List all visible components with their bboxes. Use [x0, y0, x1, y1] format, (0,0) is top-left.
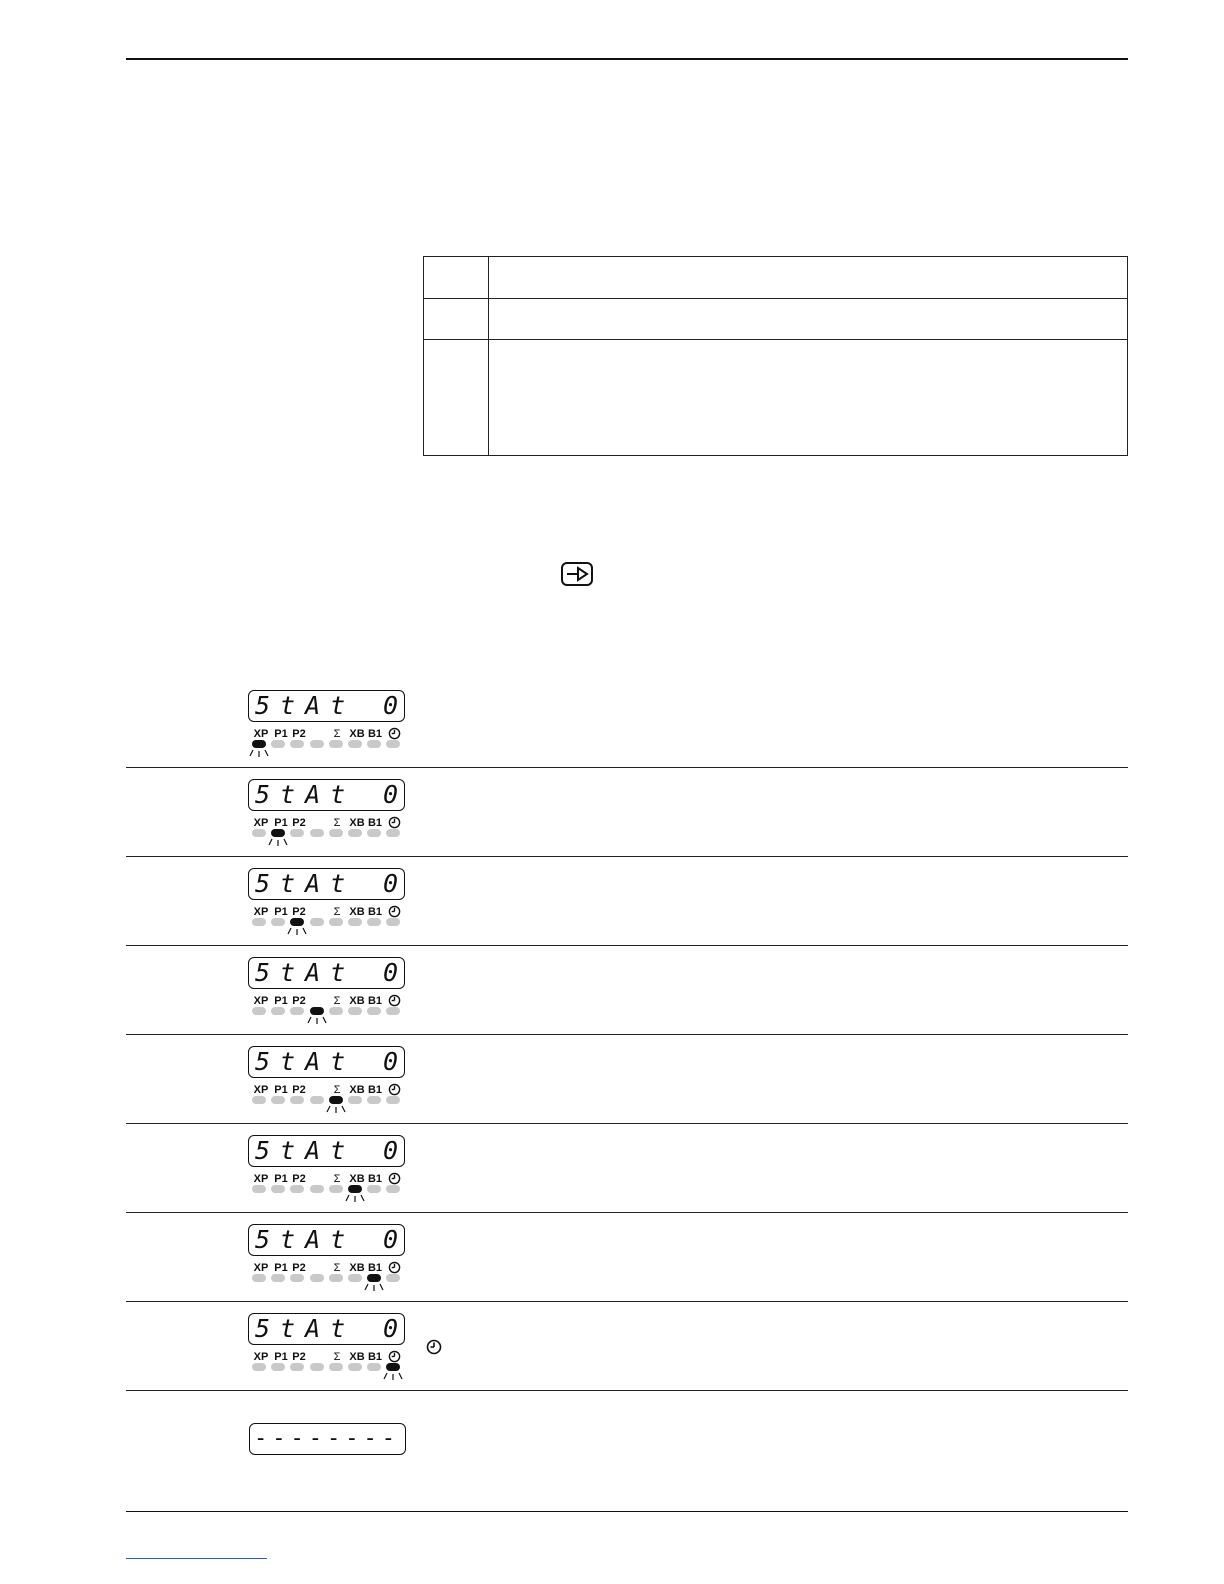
- lcd-word: 5tAt: [255, 1047, 356, 1076]
- indicator-led: [329, 1363, 343, 1371]
- indicator-leds: [248, 918, 408, 938]
- lcd-word: 5tAt: [255, 780, 356, 809]
- indicator-led: [386, 918, 400, 926]
- indicator-label: Σ: [333, 728, 341, 740]
- indicator-led-active: [329, 1096, 343, 1104]
- indicator-label: Σ: [333, 817, 341, 829]
- indicator-led: [310, 1274, 324, 1282]
- lcd-value: 0: [382, 1136, 398, 1165]
- row-separator: [126, 945, 1128, 946]
- info-table: [423, 256, 1128, 456]
- indicator-led: [386, 740, 400, 748]
- lcd-word: 5tAt: [255, 1136, 356, 1165]
- indicator-led: [310, 1096, 324, 1104]
- indicator-led-active: [271, 829, 285, 837]
- table-column-divider: [488, 257, 489, 455]
- indicator-led: [252, 1096, 266, 1104]
- indicator-led: [310, 1363, 324, 1371]
- indicator-label: P1: [274, 1173, 288, 1185]
- indicator-label: P2: [292, 728, 306, 740]
- indicator-leds: [248, 1007, 408, 1027]
- row-separator: [126, 1123, 1128, 1124]
- lcd-value: 0: [382, 869, 398, 898]
- indicator-label: B1: [367, 1262, 383, 1274]
- indicator-led: [386, 1096, 400, 1104]
- lcd-value: 0: [382, 1314, 398, 1343]
- indicator-label: XB: [349, 1262, 365, 1274]
- indicator-led-active: [386, 1363, 400, 1371]
- arrow-enter-key-icon: [561, 562, 593, 586]
- row-separator: [126, 1301, 1128, 1302]
- indicator-label: XP: [253, 906, 269, 918]
- stat-display-panel: [248, 779, 408, 849]
- indicator-label: P1: [274, 995, 288, 1007]
- indicator-label: P2: [292, 1173, 306, 1185]
- indicator-leds: [248, 1185, 408, 1205]
- indicator-label: P1: [274, 1262, 288, 1274]
- indicator-led: [310, 829, 324, 837]
- blink-rays-icon: [307, 1015, 327, 1024]
- indicator-label: P2: [292, 1084, 306, 1096]
- lcd-value: 0: [382, 1225, 398, 1254]
- clock-icon: [388, 1083, 401, 1096]
- indicator-led-active: [310, 1007, 324, 1015]
- indicator-led: [367, 1363, 381, 1371]
- indicator-label: Σ: [333, 906, 341, 918]
- indicator-led: [386, 1185, 400, 1193]
- indicator-led: [310, 1185, 324, 1193]
- indicator-led: [252, 1185, 266, 1193]
- indicator-label: B1: [367, 906, 383, 918]
- indicator-led: [310, 740, 324, 748]
- indicator-label: XB: [349, 995, 365, 1007]
- footer-rule: [126, 1511, 1128, 1512]
- stat-display-panel: [248, 957, 408, 1027]
- indicator-led: [290, 1185, 304, 1193]
- indicator-led: [367, 1096, 381, 1104]
- indicator-label: XP: [253, 995, 269, 1007]
- indicator-led: [271, 1007, 285, 1015]
- indicator-label: XP: [253, 1084, 269, 1096]
- indicator-led: [252, 1007, 266, 1015]
- blink-rays-icon: [249, 748, 269, 757]
- indicator-led: [271, 918, 285, 926]
- blink-rays-icon: [345, 1193, 365, 1202]
- indicator-label: P2: [292, 995, 306, 1007]
- indicator-led: [329, 1007, 343, 1015]
- indicator-led: [329, 740, 343, 748]
- indicator-label: P1: [274, 728, 288, 740]
- indicator-label: B1: [367, 1351, 383, 1363]
- lcd-word: 5tAt: [255, 1314, 356, 1343]
- indicator-led: [290, 740, 304, 748]
- indicator-led: [252, 1363, 266, 1371]
- lcd-display: [248, 690, 405, 722]
- indicator-led: [386, 1007, 400, 1015]
- indicator-led: [271, 740, 285, 748]
- indicator-led: [310, 918, 324, 926]
- indicator-led: [367, 829, 381, 837]
- indicator-led: [290, 1363, 304, 1371]
- indicator-led: [271, 1185, 285, 1193]
- table-row-divider: [424, 298, 1127, 299]
- indicator-led: [329, 1185, 343, 1193]
- clock-icon: [426, 1339, 442, 1355]
- lcd-display: [248, 1046, 405, 1078]
- indicator-label: B1: [367, 1173, 383, 1185]
- clock-icon: [388, 727, 401, 740]
- lcd-value: 0: [382, 691, 398, 720]
- clock-icon: [388, 1172, 401, 1185]
- indicator-label: P1: [274, 1084, 288, 1096]
- indicator-label: XP: [253, 817, 269, 829]
- clock-icon: [388, 994, 401, 1007]
- indicator-led: [290, 1007, 304, 1015]
- indicator-label: P1: [274, 906, 288, 918]
- indicator-leds: [248, 829, 408, 849]
- indicator-label: P2: [292, 1351, 306, 1363]
- stat-display-panel: [248, 1313, 408, 1383]
- blink-rays-icon: [287, 926, 307, 935]
- indicator-label: B1: [367, 728, 383, 740]
- indicator-label: Σ: [333, 1084, 341, 1096]
- indicator-led-active: [348, 1185, 362, 1193]
- lcd-word: 5tAt: [255, 958, 356, 987]
- indicator-led: [348, 740, 362, 748]
- indicator-label: P2: [292, 906, 306, 918]
- indicator-label: XB: [349, 1084, 365, 1096]
- indicator-label: B1: [367, 995, 383, 1007]
- indicator-led: [348, 829, 362, 837]
- row-separator: [126, 856, 1128, 857]
- indicator-label: XP: [253, 1351, 269, 1363]
- indicator-led: [367, 1185, 381, 1193]
- table-row-divider: [424, 339, 1127, 340]
- indicator-led: [348, 918, 362, 926]
- indicator-led: [329, 918, 343, 926]
- indicator-led: [329, 1274, 343, 1282]
- lcd-value: 0: [382, 1047, 398, 1076]
- indicator-label: XB: [349, 817, 365, 829]
- indicator-leds: [248, 740, 408, 760]
- blink-rays-icon: [326, 1104, 346, 1113]
- lcd-word: 5tAt: [255, 1225, 356, 1254]
- lcd-value: 0: [382, 958, 398, 987]
- indicator-label: B1: [367, 817, 383, 829]
- indicator-label: XB: [349, 1173, 365, 1185]
- indicator-label: XP: [253, 728, 269, 740]
- indicator-leds: [248, 1363, 408, 1383]
- indicator-label: XP: [253, 1173, 269, 1185]
- indicator-led: [367, 918, 381, 926]
- indicator-led: [271, 1274, 285, 1282]
- lcd-word: 5tAt: [255, 869, 356, 898]
- lcd-word: 5tAt: [255, 691, 356, 720]
- indicator-led: [271, 1096, 285, 1104]
- indicator-label: Σ: [333, 1351, 341, 1363]
- indicator-label: XB: [349, 1351, 365, 1363]
- indicator-label: P2: [292, 817, 306, 829]
- blink-rays-icon: [364, 1282, 384, 1291]
- indicator-led: [367, 1007, 381, 1015]
- lcd-display: [248, 957, 405, 989]
- clock-icon: [388, 905, 401, 918]
- indicator-label: P1: [274, 817, 288, 829]
- footer-link-underline: [126, 1558, 267, 1559]
- indicator-led: [290, 1274, 304, 1282]
- row-separator: [126, 1212, 1128, 1213]
- indicator-led: [290, 829, 304, 837]
- indicator-label: XP: [253, 1262, 269, 1274]
- indicator-label: Σ: [333, 995, 341, 1007]
- indicator-led: [252, 829, 266, 837]
- indicator-led: [329, 829, 343, 837]
- row-separator: [126, 767, 1128, 768]
- header-rule: [126, 58, 1128, 60]
- indicator-label: Σ: [333, 1173, 341, 1185]
- indicator-led: [348, 1274, 362, 1282]
- lcd-display: [248, 1313, 405, 1345]
- indicator-led-active: [252, 740, 266, 748]
- row-separator: [126, 1034, 1128, 1035]
- row-separator: [126, 1390, 1128, 1391]
- indicator-led: [367, 740, 381, 748]
- indicator-label: P1: [274, 1351, 288, 1363]
- indicator-led: [386, 829, 400, 837]
- lcd-dashes-text: --------: [254, 1426, 400, 1451]
- stat-display-panel: [248, 1135, 408, 1205]
- lcd-display-dashes: [249, 1423, 406, 1455]
- indicator-label: Σ: [333, 1262, 341, 1274]
- indicator-led-active: [290, 918, 304, 926]
- clock-icon: [388, 1261, 401, 1274]
- blink-rays-icon: [383, 1371, 403, 1380]
- indicator-led: [348, 1096, 362, 1104]
- lcd-display: [248, 1135, 405, 1167]
- stat-display-panel: [248, 1224, 408, 1294]
- indicator-led: [386, 1274, 400, 1282]
- lcd-display: [248, 1224, 405, 1256]
- indicator-led: [290, 1096, 304, 1104]
- indicator-led-active: [367, 1274, 381, 1282]
- indicator-label: P2: [292, 1262, 306, 1274]
- indicator-leds: [248, 1274, 408, 1294]
- stat-display-panel: [248, 690, 408, 760]
- lcd-value: 0: [382, 780, 398, 809]
- stat-display-panel: [248, 868, 408, 938]
- indicator-led: [252, 1274, 266, 1282]
- lcd-display: [248, 868, 405, 900]
- clock-icon: [388, 816, 401, 829]
- indicator-led: [348, 1007, 362, 1015]
- indicator-label: B1: [367, 1084, 383, 1096]
- blink-rays-icon: [268, 837, 288, 846]
- indicator-led: [252, 918, 266, 926]
- clock-icon: [388, 1350, 401, 1363]
- stat-display-panel: [248, 1046, 408, 1116]
- indicator-led: [348, 1363, 362, 1371]
- indicator-led: [271, 1363, 285, 1371]
- indicator-leds: [248, 1096, 408, 1116]
- indicator-label: XB: [349, 728, 365, 740]
- lcd-display: [248, 779, 405, 811]
- indicator-label: XB: [349, 906, 365, 918]
